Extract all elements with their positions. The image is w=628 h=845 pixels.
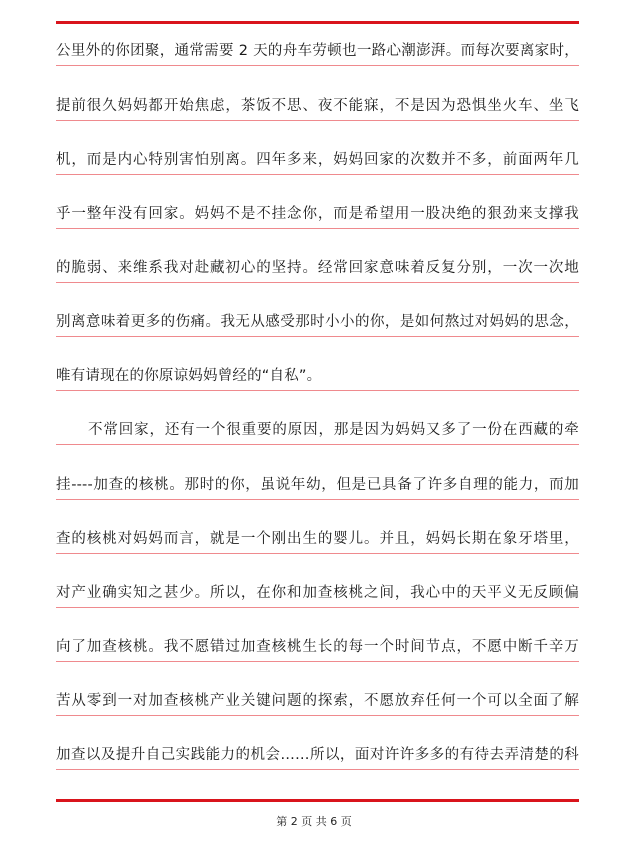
text-line-12: 向了加查核桃。我不愿错过加查核桃生长的每一个时间节点，不愿中断千辛万 (56, 632, 579, 662)
text-line-7: 唯有请现在的你原谅妈妈曾经的“自私”。 (56, 361, 579, 391)
text-line-8: 不常回家，还有一个很重要的原因，那是因为妈妈又多了一份在西藏的牵 (56, 415, 579, 445)
text-line-10: 查的核桃对妈妈而言，就是一个刚出生的婴儿。并且，妈妈长期在象牙塔里， (56, 524, 579, 554)
text-line-6: 别离意味着更多的伤痛。我无从感受那时小小的你，是如何熬过对妈妈的思念， (56, 307, 579, 337)
text-line-5: 的脆弱、来维系我对赴藏初心的坚持。经常回家意味着反复分别，一次一次地 (56, 253, 579, 283)
text-line-14: 加查以及提升自己实践能力的机会……所以，面对许许多多的有待去弄清楚的科 (56, 740, 579, 770)
text-line-9: 挂----加查的核桃。那时的你，虽说年幼，但是已具备了许多自理的能力，而加 (56, 470, 579, 500)
bottom-red-rule (56, 799, 579, 802)
text-line-13: 苦从零到一对加查核桃产业关键问题的探索，不愿放弃任何一个可以全面了解 (56, 686, 579, 716)
top-red-rule (56, 21, 579, 24)
text-line-1: 公里外的你团聚，通常需要 2 天的舟车劳顿也一路心潮澎湃。而每次要离家时， (56, 36, 579, 66)
text-line-3: 机，而是内心特别害怕别离。四年多来，妈妈回家的次数并不多，前面两年几 (56, 145, 579, 175)
text-line-11: 对产业确实知之甚少。所以，在你和加查核桃之间，我心中的天平义无反顾偏 (56, 578, 579, 608)
text-line-4: 乎一整年没有回家。妈妈不是不挂念你，而是希望用一股决绝的狠劲来支撑我 (56, 199, 579, 229)
page-number: 第 2 页 共 6 页 (276, 815, 352, 828)
text-line-2: 提前很久妈妈都开始焦虑，茶饭不思、夜不能寐，不是因为恐惧坐火车、坐飞 (56, 91, 579, 121)
